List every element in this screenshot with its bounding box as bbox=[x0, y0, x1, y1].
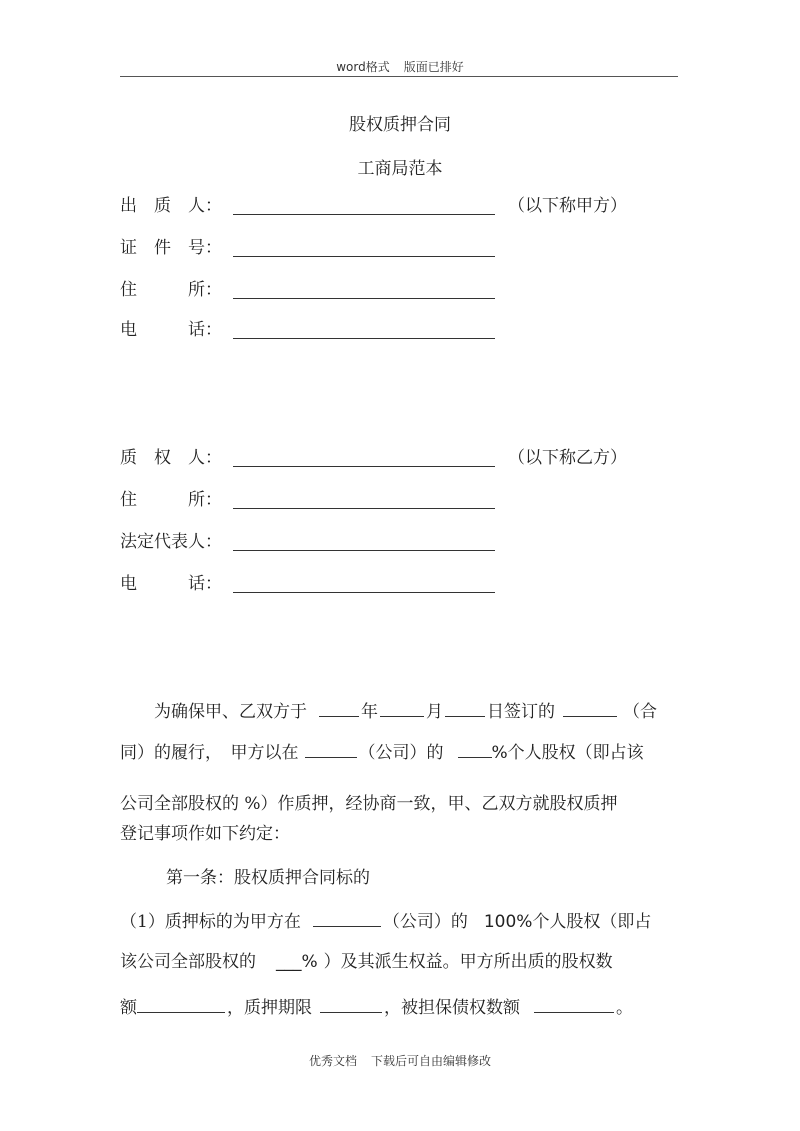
article-text: 个人股权（即占 bbox=[532, 912, 652, 932]
article-1-heading: 第一条：股权质押合同标的 bbox=[166, 868, 370, 888]
equity-amount-blank[interactable] bbox=[137, 994, 225, 1013]
article-1-line-2 bbox=[120, 950, 613, 974]
footer-left-text: 优秀文档 bbox=[308, 1054, 357, 1068]
body-line-2 bbox=[120, 739, 644, 765]
article-company-blank[interactable] bbox=[313, 908, 381, 927]
company-blank[interactable] bbox=[305, 739, 357, 758]
body-line-4: 登记事项作如下约定： bbox=[120, 824, 290, 844]
page-header bbox=[0, 58, 800, 75]
pledgor-address-blank[interactable] bbox=[233, 298, 495, 299]
body-text: 个人股权（即占该 bbox=[507, 743, 644, 763]
body-text: 同）的履行， 甲方以在 bbox=[120, 743, 299, 763]
day-blank[interactable] bbox=[445, 698, 485, 717]
pledgor-phone-label: 电 话： bbox=[120, 320, 222, 340]
article-1-line-3 bbox=[120, 994, 633, 1020]
month-blank[interactable] bbox=[380, 698, 424, 717]
pledgor-name-suffix: （以下称甲方） bbox=[508, 196, 627, 216]
secured-debt-blank[interactable] bbox=[534, 994, 614, 1013]
body-text: （公司）的 bbox=[358, 743, 444, 763]
article-text: ，被担保债权数额 bbox=[384, 998, 520, 1018]
article-text: （1）质押标的为甲方在 bbox=[120, 912, 301, 932]
pledge-term-blank[interactable] bbox=[320, 994, 382, 1013]
pledgee-phone-blank[interactable] bbox=[233, 592, 495, 593]
pledgor-address-label: 住 所： bbox=[120, 280, 222, 300]
pledgee-address-label: 住 所： bbox=[120, 490, 222, 510]
body-text: 日签订的 bbox=[487, 702, 555, 722]
year-blank[interactable] bbox=[319, 698, 359, 717]
document-subtitle: 工商局范本 bbox=[357, 159, 443, 179]
pledgor-name-blank[interactable] bbox=[233, 214, 495, 215]
pledgor-phone-blank[interactable] bbox=[233, 338, 495, 339]
header-left-text: word格式 bbox=[336, 60, 390, 74]
header-right-text: 版面已排好 bbox=[403, 60, 464, 74]
document-title: 股权质押合同 bbox=[349, 115, 451, 135]
pledgee-rep-label: 法定代表人： bbox=[120, 532, 222, 552]
contract-name-blank[interactable] bbox=[563, 698, 617, 717]
pledgor-id-label: 证 件 号： bbox=[120, 238, 222, 258]
pledgee-phone-label: 电 话： bbox=[120, 574, 222, 594]
pledgee-name-suffix: （以下称乙方） bbox=[508, 448, 627, 468]
pledgor-id-blank[interactable] bbox=[233, 256, 495, 257]
article-1-line-1 bbox=[120, 908, 651, 934]
pledgor-name-label: 出 质 人： bbox=[120, 196, 222, 216]
percent-sign: % bbox=[491, 743, 508, 763]
pledgee-address-blank[interactable] bbox=[233, 508, 495, 509]
body-text: 为确保甲、乙双方于 bbox=[154, 702, 307, 722]
article-text: ）及其派生权益。甲方所出质的股权数 bbox=[323, 952, 613, 972]
header-rule bbox=[120, 76, 678, 77]
pledgee-name-label: 质 权 人： bbox=[120, 448, 222, 468]
percent-blank[interactable] bbox=[458, 739, 492, 758]
body-text: （合 bbox=[623, 702, 657, 722]
article-text: 额 bbox=[120, 998, 137, 1018]
body-text: 月 bbox=[426, 702, 443, 722]
body-line-1 bbox=[154, 698, 657, 724]
pledgee-name-blank[interactable] bbox=[233, 466, 495, 467]
page-footer bbox=[0, 1052, 800, 1069]
article-percent-blank: ___% bbox=[276, 952, 318, 972]
article-text: （公司）的 bbox=[382, 912, 468, 932]
article-text: 该公司全部股权的 bbox=[120, 952, 256, 972]
article-percent-text: 100% bbox=[483, 912, 533, 932]
footer-right-text: 下载后可自由编辑修改 bbox=[371, 1054, 492, 1068]
article-text: ，质押期限 bbox=[227, 998, 312, 1018]
body-line-3: 公司全部股权的 %）作质押，经协商一致，甲、乙双方就股权质押 bbox=[120, 794, 618, 814]
pledgee-rep-blank[interactable] bbox=[233, 550, 495, 551]
body-text: 年 bbox=[361, 702, 378, 722]
article-text: 。 bbox=[616, 998, 633, 1018]
